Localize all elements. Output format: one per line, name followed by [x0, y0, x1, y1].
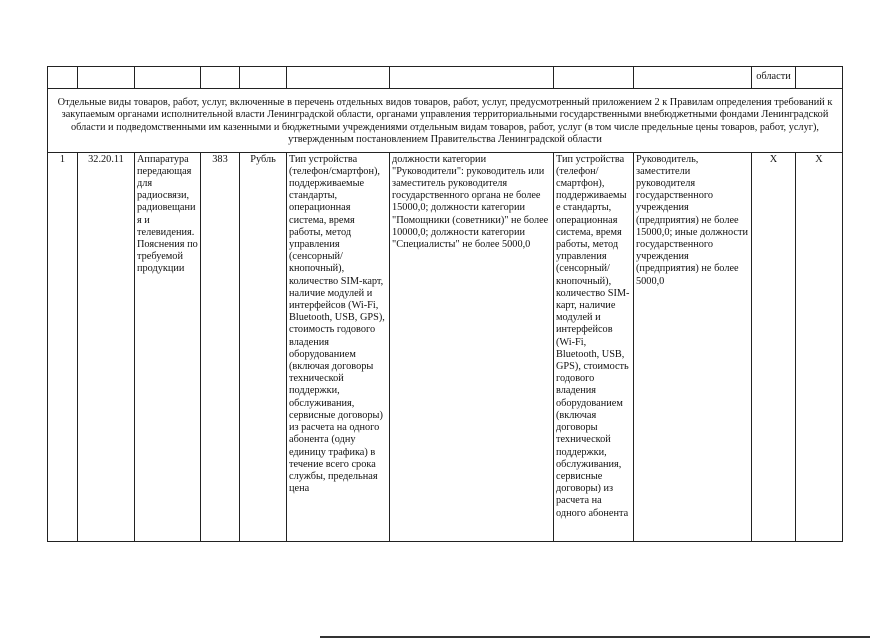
value-government: должности категории "Руководители": руководитель или заместитель руководителя государственного органа не более 15000,0; должности категории "Помощники (советники)" не более 10000,0; должности категории "Специалисты" не более 5000,0: [390, 152, 554, 541]
header-cell: [78, 67, 135, 89]
header-cell: [634, 67, 752, 89]
header-cell: [390, 67, 554, 89]
procurement-table: [47, 66, 843, 542]
okei-code: 383: [201, 152, 240, 541]
header-cell: [796, 67, 843, 89]
function-mark: X: [796, 152, 843, 541]
header-cell: [240, 67, 287, 89]
row-number: 1: [48, 152, 78, 541]
characteristic: Тип устройства (телефон/смартфон), поддерживаемые стандарты, операционная система, время работы, метод управления (сенсорный/кнопочный), количество SIM-карт, наличие модулей и интерфейсов (Wi-Fi, Bluetooth, USB, GPS), стоимость годового владения оборудованием (включая договоры технической поддержки, обслуживания, сервисные договоры) из расчета на одного абонента (одну единицу трафика) в течение всего срока службы, предельная цена: [287, 152, 390, 541]
header-cell-region: области: [752, 67, 796, 89]
header-cell: [48, 67, 78, 89]
header-cell: [201, 67, 240, 89]
header-row: [48, 67, 843, 89]
section-caption: Отдельные виды товаров, работ, услуг, включенные в перечень отдельных видов товаров, работ, услуг, предусмотренный приложением 2 к Правилам определения требований к закупаемым органами исполнительной власти Ленинградской области, органами управления территориальными государственными внебюджетными фондами Ленинградской области и подведомственными им казенными и бюджетными учреждениями отдельным видам товаров, работ, услуг (в том числе предельные цены товаров, работ, услуг), утвержденным постановлением Правительства Ленинградской области: [48, 89, 843, 153]
section-caption-row: [48, 89, 843, 153]
product-name: Аппаратура передающая для радиосвязи, радиовещания и телевидения. Пояснения по требуемой продукции: [135, 152, 201, 541]
header-cell: [287, 67, 390, 89]
okpd-code: 32.20.11: [78, 152, 135, 541]
header-cell: [554, 67, 634, 89]
characteristic-region: Тип устройства (телефон/смартфон), поддерживаемые стандарты, операционная система, время работы, метод управления (сенсорный/кнопочный), количество SIM-карт, наличие модулей и интерфейсов (Wi-Fi, Bluetooth, USB, GPS), стоимость годового владения оборудованием (включая договоры технической поддержки, обслуживания, сервисные договоры) из расчета на одного абонента: [554, 152, 634, 541]
value-region: Руководитель, заместители руководителя государственного учреждения (предприятия) не более 15000,0; иные должности государственного учреждения (предприятия) не более 5000,0: [634, 152, 752, 541]
table-row: [48, 152, 843, 541]
scan-edge-line: [320, 636, 870, 638]
justification-mark: X: [752, 152, 796, 541]
header-cell: [135, 67, 201, 89]
unit-name: Рубль: [240, 152, 287, 541]
